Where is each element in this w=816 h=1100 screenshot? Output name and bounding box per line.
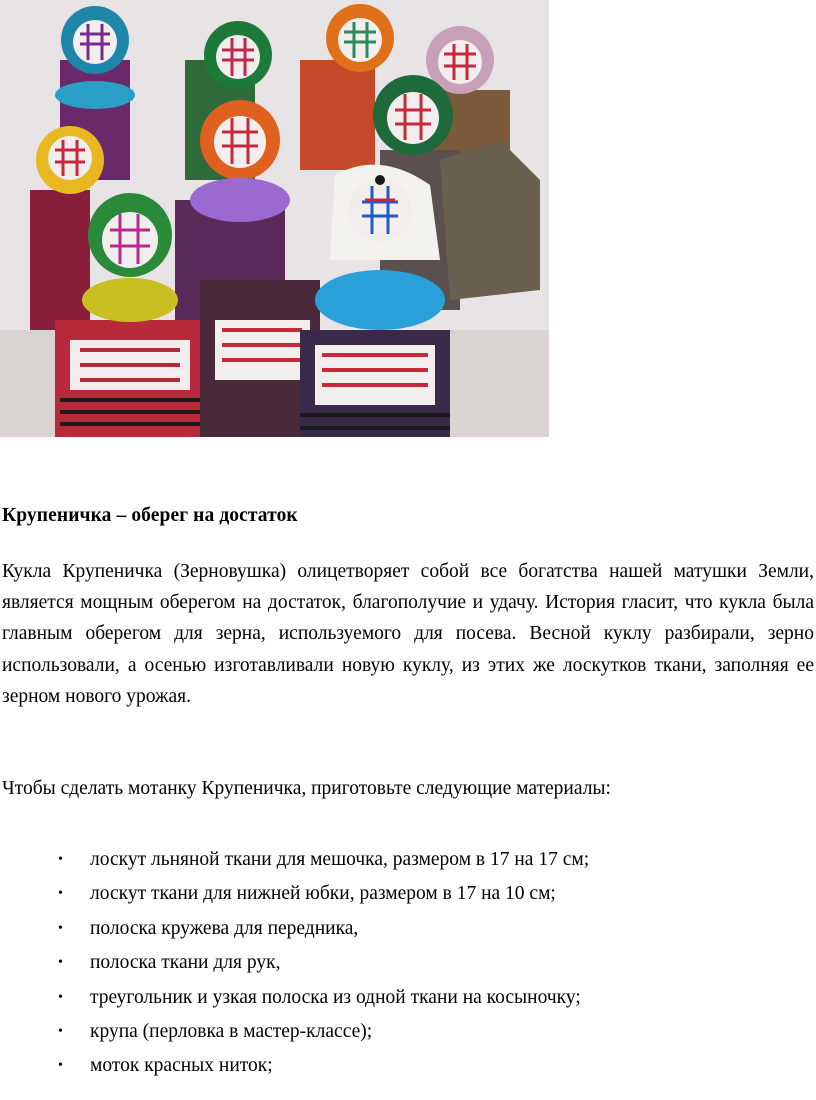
materials-list: [0, 843, 800, 1084]
dolls-photo: [0, 0, 549, 437]
list-item: • лоскут льняной ткани для мешочка, размером в 17 на 17 см;: [0, 843, 800, 877]
bullet-icon: •: [58, 1024, 63, 1040]
bullet-icon: •: [58, 886, 63, 902]
intro-paragraph: Кукла Крупеничка (Зерновушка) олицетворяет собой все богатства нашей матушки Земли, является мощным оберегом на достаток, благополучие и удачу. История гласит, что кукла была главным оберегом для зерна, используемого для посева. Весной куклу разбирали, зерно использовали, а осенью изготавливали новую куклу, из этих же лоскутков ткани, заполняя ее зерном нового урожая.: [2, 561, 814, 707]
list-item: • лоскут ткани для нижней юбки, размером в 17 на 10 см;: [0, 877, 800, 911]
bullet-icon: •: [58, 989, 63, 1005]
list-item: • треугольник и узкая полоска из одной ткани на косыночку;: [0, 981, 800, 1015]
list-item: • полоска ткани для рук,: [0, 946, 800, 980]
materials-intro-paragraph: Чтобы сделать мотанку Крупеничка, приготовьте следующие материалы:: [2, 778, 611, 799]
bullet-icon: •: [58, 852, 63, 867]
list-item: • моток красных ниток;: [0, 1049, 800, 1083]
bullet-icon: •: [58, 920, 63, 936]
bullet-icon: •: [58, 955, 63, 971]
list-item: • полоска кружева для передника,: [0, 912, 800, 946]
article-heading: Крупеничка – оберег на достаток: [2, 505, 298, 526]
bullet-icon: •: [58, 1058, 63, 1074]
list-item: • крупа (перловка в мастер-классе);: [0, 1015, 800, 1049]
